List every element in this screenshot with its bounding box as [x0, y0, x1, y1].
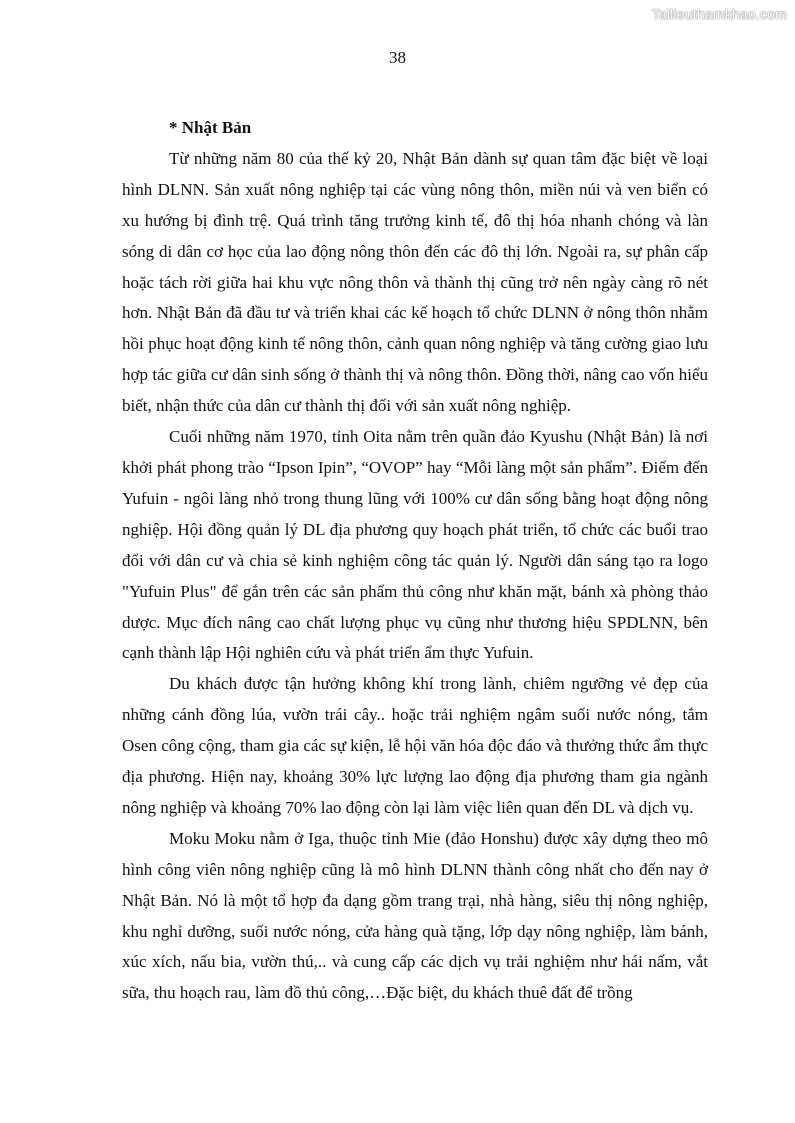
watermark: Tailieuthamkhao.com: [651, 6, 787, 22]
paragraph-tourist-experience: Du khách được tận hưởng không khí trong lành, chiêm ngưỡng vẻ đẹp của những cánh đồng lúa, vườn trái cây.. hoặc trải nghiệm ngâm suối nước nóng, tắm Osen công cộng, tham gia các sự kiện, lễ hội văn hóa độc đáo và thưởng thức ẩm thực địa phương. Hiện nay, khoảng 30% lực lượng lao động địa phương tham gia ngành nông nghiệp và khoảng 70% lao động còn lại làm việc liên quan đến DL và dịch vụ.: [122, 674, 708, 817]
document-body: [122, 113, 708, 1009]
page-number: 38: [389, 48, 406, 67]
paragraph-moku-moku: Moku Moku nằm ở Iga, thuộc tỉnh Mie (đảo Honshu) được xây dựng theo mô hình công viên nông nghiệp cũng là mô hình DLNN thành công nhất cho đến nay ở Nhật Bản. Nó là một tổ hợp đa dạng gồm trang trại, nhà hàng, siêu thị nông nghiệp, khu nghỉ dưỡng, suối nước nóng, cửa hàng quà tặng, lớp dạy nông nghiệp, làm bánh, xúc xích, nấu bia, vườn thú,.. và cung cấp các dịch vụ trải nghiệm như hái nấm, vắt sữa, thu hoạch rau, làm đồ thủ công,…Đặc biệt, du khách thuê đất để trồng: [122, 828, 708, 1003]
paragraph-oita-yufuin: Cuối những năm 1970, tỉnh Oita nằm trên quần đảo Kyushu (Nhật Bản) là nơi khởi phát phong trào “Ipson Ipin”, “OVOP” hay “Mỗi làng một sản phẩm”. Điểm đến Yufuin - ngôi làng nhỏ trong thung lũng với 100% cư dân sống bằng hoạt động nông nghiệp. Hội đồng quản lý DL địa phương quy hoạch phát triển, tổ chức các buổi trao đổi với dân cư và chia sẻ kinh nghiệm công tác quản lý. Người dân sáng tạo ra logo "Yufuin Plus" để gắn trên các sản phẩm thủ công như khăn mặt, bánh xà phòng thảo dược. Mục đích nâng cao chất lượng phục vụ cũng như thương hiệu SPDLNN, bên cạnh thành lập Hội nghiên cứu và phát triển ẩm thực Yufuin.: [122, 427, 708, 663]
paragraph-intro: Từ những năm 80 của thế kỷ 20, Nhật Bản dành sự quan tâm đặc biệt về loại hình DLNN. Sản xuất nông nghiệp tại các vùng nông thôn, miền núi và ven biển có xu hướng bị đình trệ. Quá trình tăng trưởng kinh tế, đô thị hóa nhanh chóng và làn sóng di dân cơ học của lao động nông thôn đến các đô thị lớn. Ngoài ra, sự phân cấp hoặc tách rời giữa hai khu vực nông thôn và thành thị cũng trở nên ngày càng rõ nét hơn. Nhật Bản đã đầu tư và triển khai các kế hoạch tổ chức DLNN ở nông thôn nhằm hồi phục hoạt động kinh tế nông thôn, cảnh quan nông nghiệp và tăng cường giao lưu hợp tác giữa cư dân sinh sống ở thành thị và nông thôn. Đồng thời, nâng cao vốn hiểu biết, nhận thức của dân cư thành thị đối với sản xuất nông nghiệp.: [122, 148, 708, 416]
section-heading: * Nhật Bản: [169, 118, 252, 137]
